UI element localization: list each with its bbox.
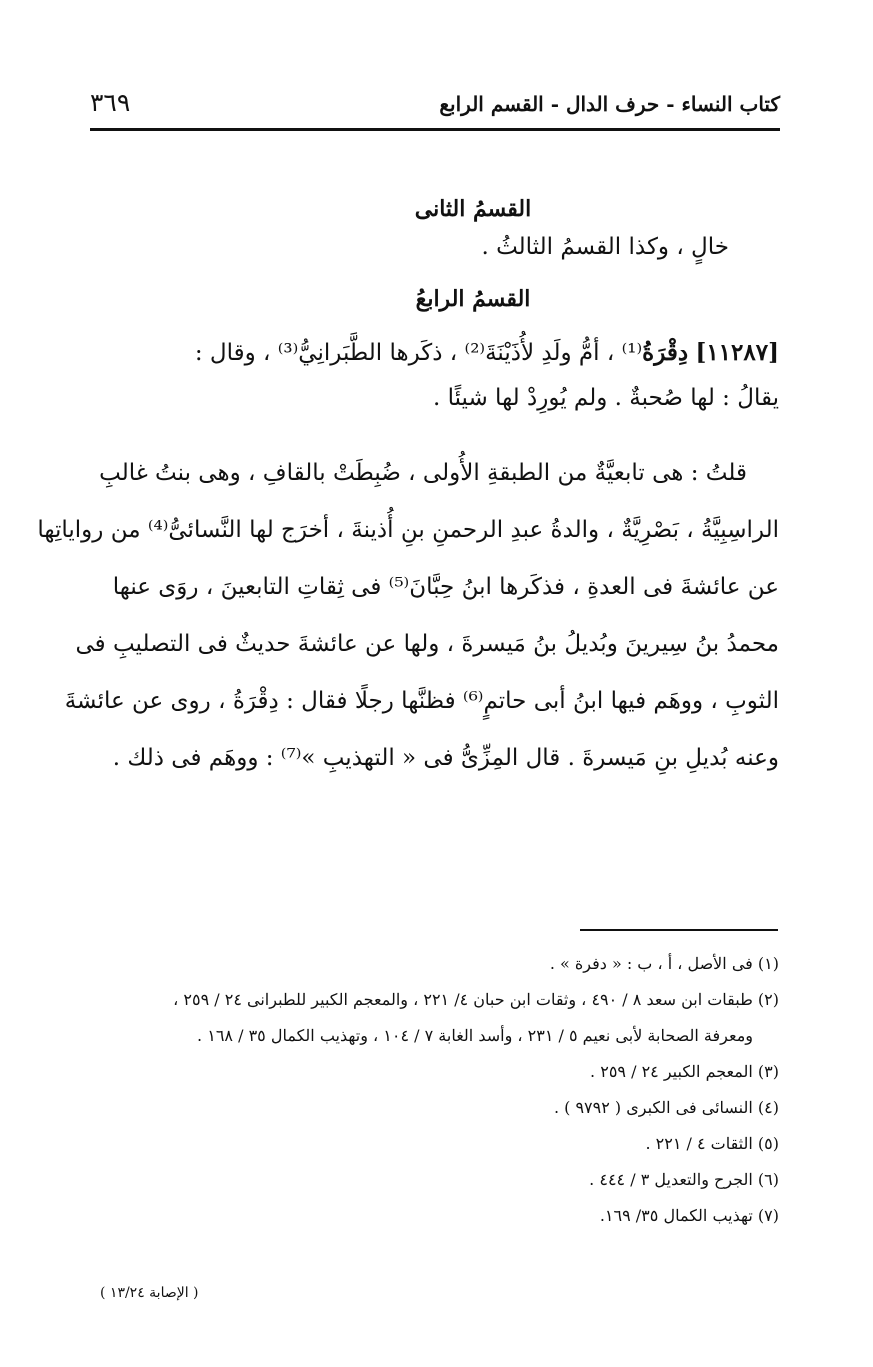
section-heading-fourth: القسمُ الرابعُ xyxy=(415,286,531,312)
footnote-5: (٥) الثقات ٤ / ٢٢١ . xyxy=(645,1134,779,1153)
footnote-4: (٤) النسائى فى الكبرى ( ٩٧٩٢ ) . xyxy=(553,1098,779,1117)
footnote-2: (٢) طبقات ابن سعد ٨ / ٤٩٠ ، وثقات ابن حبان ٤/ ٢٢١ ، والمعجم الكبير للطبرانى ٢٤ / ٢٥٩ ، xyxy=(173,990,779,1009)
footnote-1: (١) فى الأصل ، أ ، ب : « دفرة » . xyxy=(549,954,779,973)
entry-line-1 xyxy=(95,324,779,370)
entry-number: [١١٢٨٧] xyxy=(695,339,779,366)
running-header xyxy=(90,88,780,128)
footnote-7: (٧) تهذيب الكمال ٣٥/ ١٦٩. xyxy=(599,1206,779,1225)
entry-line-1-text: ⁽¹⁾ ، أمُّ ولَدِ لأُذَيْنَةَ⁽²⁾ ، ذكَرها الطَّبَرانِيُّ⁽³⁾ ، وقال : xyxy=(194,340,643,366)
paragraph-gap xyxy=(95,427,779,445)
header-title: كتاب النساء - حرف الدال - القسم الرابع xyxy=(439,92,780,116)
section-heading-second: القسمُ الثانى xyxy=(414,196,532,222)
commentary-line: محمدُ بنُ سِيرينَ وبُديلُ بنُ مَيسرةَ ، ولها عن عائشةَ حديثٌ فى التصليبِ فى xyxy=(75,631,779,657)
main-text xyxy=(37,190,779,787)
footnote-6: (٦) الجرح والتعديل ٣ / ٤٤٤ . xyxy=(589,1170,779,1189)
commentary-line: وعنه بُديلِ بنِ مَيسرةَ . قال المِزِّىُّ فى « التهذيبِ »⁽⁷⁾ : ووهَم فى ذلك . xyxy=(112,745,779,771)
commentary-line: الثوبِ ، ووهَم فيها ابنُ أبى حاتمٍ⁽⁶⁾ فظنَّها رجلًا فقال : دِقْرَةُ ، روى عن عائشةَ xyxy=(64,688,779,714)
entry-11287 xyxy=(37,324,779,787)
footnote-2-continued: ومعرفة الصحابة لأبى نعيم ٥ / ٢٣١ ، وأسد الغابة ٧ / ١٠٤ ، وتهذيب الكمال ٣٥ / ١٦٨ . xyxy=(197,1026,753,1045)
footnote-rule xyxy=(580,929,778,931)
header-rule xyxy=(90,128,780,131)
entry-line-2: يقالُ : لها صُحبةٌ . ولم يُورِدْ لها شيئًا . xyxy=(432,385,779,411)
entry-name: دِقْرَةُ xyxy=(642,339,689,366)
section-second-text: خالٍ ، وكذا القسمُ الثالثُ . xyxy=(481,234,729,260)
commentary-line: قلتُ : هى تابعيَّةٌ من الطبقةِ الأُولى ، ضُبِطَتْ بالقافِ ، وهى بنتُ غالبِ xyxy=(99,460,747,486)
footnotes xyxy=(95,946,779,1234)
commentary-line: عن عائشةَ فى العدةِ ، فذكَرها ابنُ حِبَّانَ⁽⁵⁾ فى ثِقاتِ التابعينَ ، روَى عنها xyxy=(112,574,779,600)
footnote-3: (٣) المعجم الكبير ٢٤ / ٢٥٩ . xyxy=(590,1062,779,1081)
page-number: ٣٦٩ xyxy=(90,88,131,117)
commentary-line: الراسِبِيَّةُ ، بَصْرِيَّةٌ ، والدةُ عبدِ الرحمنِ بنِ أُذينةَ ، أخرَج لها النَّسائىُّ⁽⁴⁾ من رواياتِها xyxy=(37,517,779,543)
source-reference: ( الإصابة ١٣/٢٤ ) xyxy=(100,1285,199,1301)
